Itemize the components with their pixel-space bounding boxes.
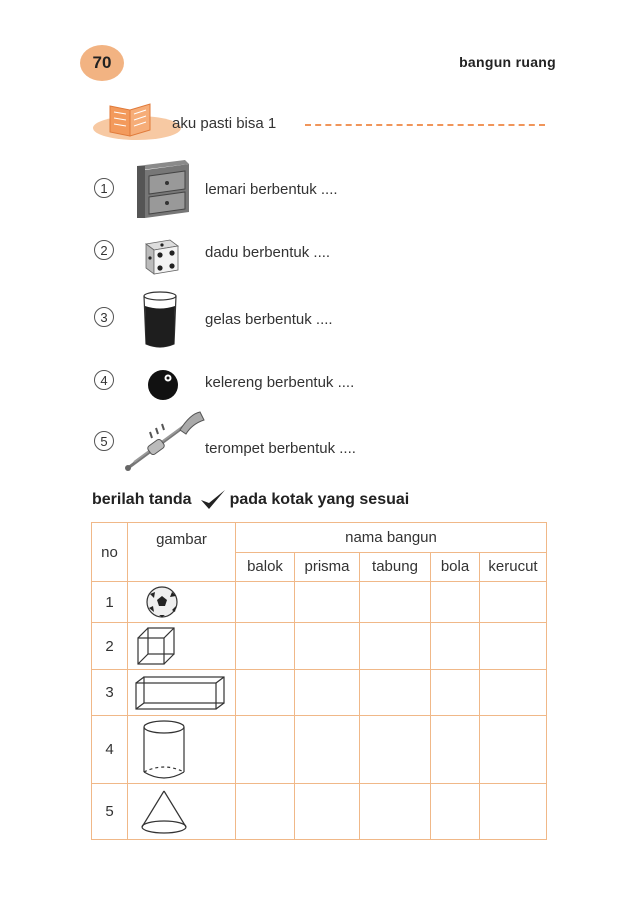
row-number: 1 [92, 582, 128, 623]
shape-cell [128, 623, 236, 670]
check-cell-prisma[interactable] [295, 582, 360, 623]
check-cell-balok[interactable] [236, 670, 295, 716]
header-nama-bangun: nama bangun [236, 523, 547, 553]
question-number: 4 [94, 370, 114, 390]
question-text: gelas berbentuk .... [205, 311, 333, 328]
checkmark-icon [198, 488, 228, 512]
cylinder-icon [134, 718, 194, 782]
shape-cell [128, 716, 236, 784]
table-row [92, 716, 547, 784]
row-number: 2 [92, 623, 128, 670]
table-row [92, 582, 547, 623]
shape-cell [128, 582, 236, 623]
shape-cell [128, 670, 236, 716]
answer-table [91, 522, 547, 840]
cube-icon [134, 624, 184, 668]
question-text: terompet berbentuk .... [205, 440, 356, 457]
check-cell-bola[interactable] [431, 582, 480, 623]
check-cell-prisma[interactable] [295, 623, 360, 670]
section-divider [305, 124, 545, 126]
book-icon [92, 96, 182, 144]
question-number: 2 [94, 240, 114, 260]
question-text: lemari berbentuk .... [205, 181, 338, 198]
check-cell-kerucut[interactable] [480, 716, 547, 784]
header-no: no [92, 523, 128, 582]
header-kerucut: kerucut [480, 552, 547, 582]
check-cell-bola[interactable] [431, 623, 480, 670]
header-bola: bola [431, 552, 480, 582]
section-title: aku pasti bisa 1 [172, 115, 277, 132]
check-cell-kerucut[interactable] [480, 582, 547, 623]
shape-cell [128, 784, 236, 840]
row-number: 4 [92, 716, 128, 784]
instruction-after: pada kotak yang sesuai [229, 491, 410, 508]
check-cell-balok[interactable] [236, 716, 295, 784]
header-gambar: gambar [128, 523, 236, 582]
check-cell-kerucut[interactable] [480, 670, 547, 716]
check-cell-tabung[interactable] [360, 623, 431, 670]
check-cell-tabung[interactable] [360, 716, 431, 784]
soccer-ball-icon [142, 584, 182, 620]
instruction [92, 488, 409, 512]
question-number: 3 [94, 307, 114, 327]
check-cell-kerucut[interactable] [480, 623, 547, 670]
table-row [92, 784, 547, 840]
dice-icon [140, 236, 182, 278]
row-number: 3 [92, 670, 128, 716]
cone-icon [134, 787, 194, 837]
check-cell-prisma[interactable] [295, 670, 360, 716]
header-balok: balok [236, 552, 295, 582]
check-cell-bola[interactable] [431, 784, 480, 840]
check-cell-bola[interactable] [431, 670, 480, 716]
check-cell-bola[interactable] [431, 716, 480, 784]
marble-icon [145, 367, 181, 403]
question-text: dadu berbentuk .... [205, 244, 331, 261]
check-cell-balok[interactable] [236, 784, 295, 840]
check-cell-balok[interactable] [236, 582, 295, 623]
check-cell-prisma[interactable] [295, 784, 360, 840]
cuboid-icon [132, 673, 228, 713]
chapter-title: bangun ruang [459, 54, 556, 70]
table-row [92, 670, 547, 716]
glass-icon [140, 290, 180, 350]
instruction-before: berilah tanda [92, 491, 192, 508]
header-prisma: prisma [295, 552, 360, 582]
check-cell-balok[interactable] [236, 623, 295, 670]
question-number: 1 [94, 178, 114, 198]
trumpet-icon [120, 408, 206, 474]
page-number: 70 [80, 45, 124, 81]
check-cell-prisma[interactable] [295, 716, 360, 784]
table-row [92, 623, 547, 670]
row-number: 5 [92, 784, 128, 840]
cabinet-icon [133, 152, 191, 222]
check-cell-tabung[interactable] [360, 670, 431, 716]
question-text: kelereng berbentuk .... [205, 374, 355, 391]
check-cell-tabung[interactable] [360, 582, 431, 623]
question-number: 5 [94, 431, 114, 451]
check-cell-kerucut[interactable] [480, 784, 547, 840]
check-cell-tabung[interactable] [360, 784, 431, 840]
header-tabung: tabung [360, 552, 431, 582]
